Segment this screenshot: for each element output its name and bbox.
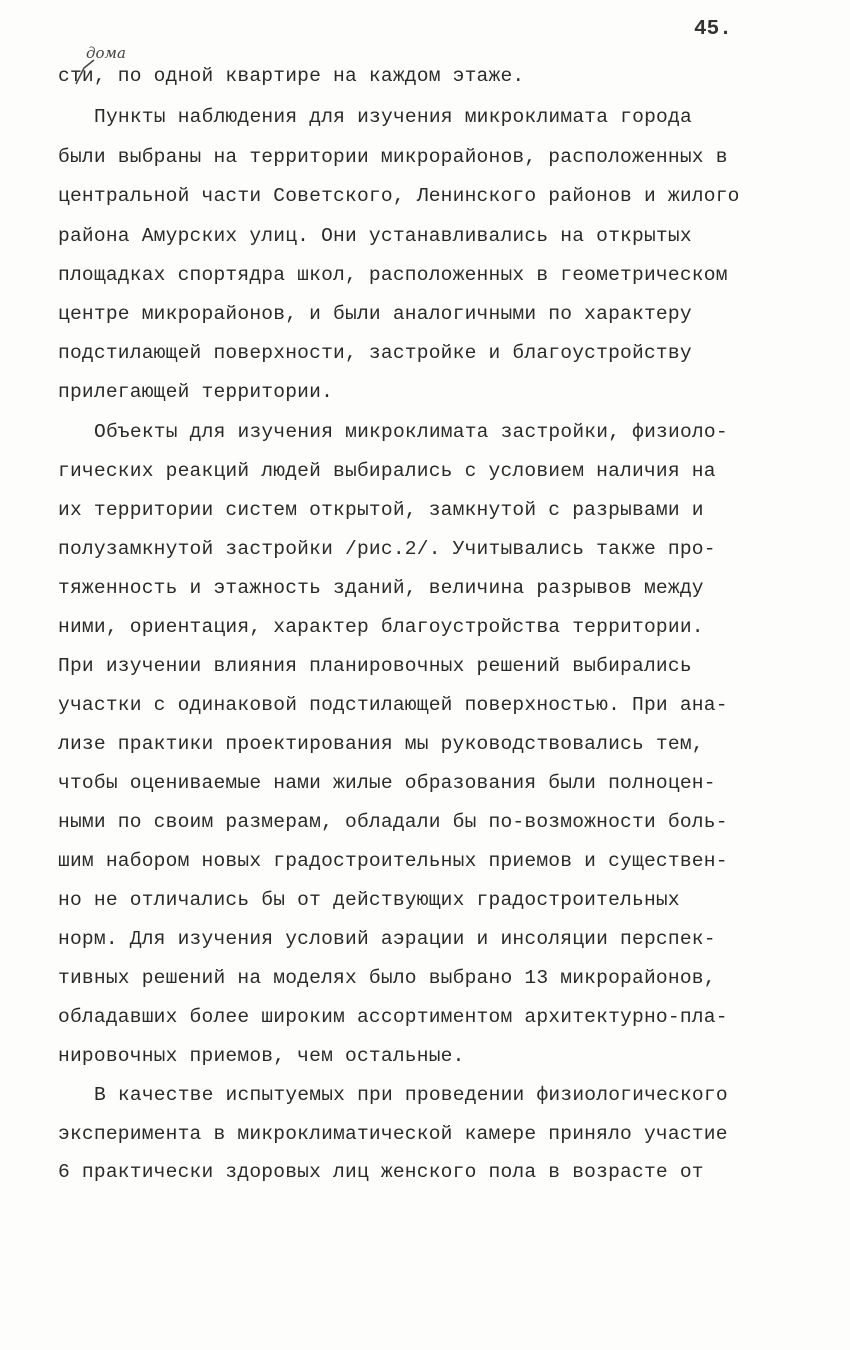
text-line: сти, по одной квартире на каждом этаже. [58,65,525,87]
text-line: полузамкнутой застройки /рис.2/. Учитывались также про- [58,538,716,560]
text-line: чтобы оцениваемые нами жилые образования были полноцен- [58,772,716,794]
text-line: В качестве испытуемых при проведении физиологического [94,1084,728,1106]
text-line: норм. Для изучения условий аэрации и инсоляции перспек- [58,928,716,950]
text-line: центральной части Советского, Ленинского районов и жилого [58,185,740,207]
text-line: но не отличались бы от действующих градостроительных [58,889,680,911]
text-line: участки с одинаковой подстилающей поверхностью. При ана- [58,694,728,716]
page-number: 45. [694,18,732,41]
text-line: ними, ориентация, характер благоустройства территории. [58,616,704,638]
text-line: их территории систем открытой, замкнутой с разрывами и [58,499,704,521]
text-line: обладавших более широким ассортиментом архитектурно-пла- [58,1006,728,1028]
text-line: были выбраны на территории микрорайонов, расположенных в [58,146,728,168]
text-line: эксперимента в микроклиматической камере приняло участие [58,1123,728,1145]
text-line: района Амурских улиц. Они устанавливались на открытых [58,225,692,247]
text-line: тяженность и этажность зданий, величина разрывов между [58,577,704,599]
text-line: площадках спортядра школ, расположенных в геометрическом [58,264,728,286]
text-line: ными по своим размерам, обладали бы по-возможности боль- [58,811,728,833]
text-line: Объекты для изучения микроклимата застройки, физиоло- [94,421,728,443]
text-line: Пункты наблюдения для изучения микроклимата города [94,106,692,128]
text-line: 6 практически здоровых лиц женского пола в возрасте от [58,1161,704,1183]
text-line: гических реакций людей выбирались с условием наличия на [58,460,716,482]
text-line: шим набором новых градостроительных приемов и существен- [58,850,728,872]
text-line: тивных решений на моделях было выбрано 13 микрорайонов, [58,967,716,989]
text-line: нировочных приемов, чем остальные. [58,1045,465,1067]
text-line: центре микрорайонов, и были аналогичными по характеру [58,303,692,325]
text-line: прилегающей территории. [58,381,334,403]
handwritten-insertion: дома [86,44,126,62]
text-line: подстилающей поверхности, застройке и благоустройству [58,342,692,364]
text-line: При изучении влияния планировочных решений выбирались [58,655,692,677]
text-line: лизе практики проектирования мы руководствовались тем, [58,733,704,755]
